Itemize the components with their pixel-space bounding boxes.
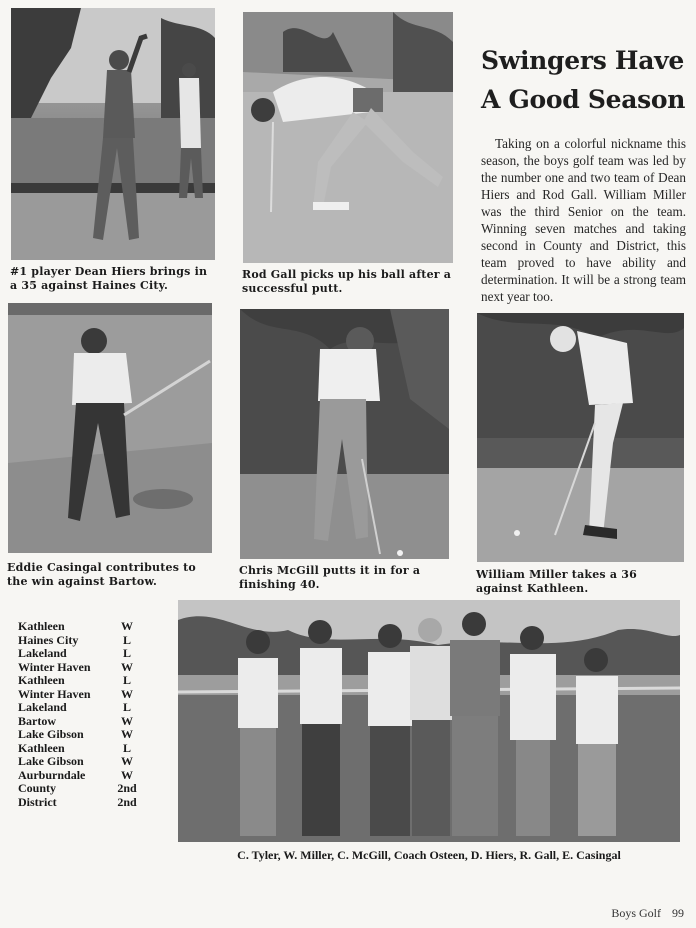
- season-results: [18, 620, 138, 809]
- result-opponent: Lake Gibson: [18, 754, 84, 768]
- result-outcome: L: [122, 740, 131, 755]
- result-outcome: W: [121, 713, 133, 728]
- result-opponent: Winter Haven: [18, 686, 91, 701]
- page-number: 99: [672, 906, 684, 920]
- result-opponent: District: [18, 794, 57, 809]
- photo-dean-hiers-caption: #1 player Dean Hiers brings in a 35 against Haines City.: [10, 265, 208, 292]
- photo-chris-mcgill-caption: Chris McGill putts it in for a finishing 40.: [239, 564, 421, 591]
- photo-rod-gall: [243, 12, 453, 263]
- result-row: [18, 701, 138, 715]
- result-opponent: Bartow: [18, 713, 56, 728]
- result-row: [18, 620, 138, 634]
- result-row: [18, 742, 138, 756]
- result-outcome: L: [122, 646, 131, 660]
- result-opponent: Winter Haven: [18, 659, 91, 674]
- photo-william-miller-image: [477, 313, 684, 562]
- result-row: [18, 782, 138, 796]
- footer-section: Boys Golf: [611, 906, 661, 920]
- result-outcome: L: [122, 700, 131, 714]
- photo-chris-mcgill: [240, 309, 449, 559]
- result-outcome: W: [121, 767, 133, 782]
- result-outcome: W: [121, 686, 133, 701]
- result-row: [18, 674, 138, 688]
- photo-dean-hiers-image: [11, 8, 215, 260]
- result-opponent: Haines City: [18, 632, 79, 647]
- result-opponent: Aurburndale: [18, 767, 86, 782]
- result-opponent: Kathleen: [18, 673, 65, 687]
- photo-rod-gall-caption: Rod Gall picks up his ball after a successful putt.: [242, 268, 452, 295]
- result-row: [18, 769, 138, 783]
- result-row: [18, 728, 138, 742]
- photo-chris-mcgill-image: [240, 309, 449, 559]
- result-row: [18, 715, 138, 729]
- result-opponent: Lake Gibson: [18, 727, 84, 741]
- article-story: Taking on a colorful nickname this season, the boys golf team was led by the number one and two team of Dean Hiers and Rod Gall. William Miller was the third Senior on the team. Winning seven matches and taking second in County and District, this team proved to have ability and determination. It will be a strong team next year too.: [481, 136, 686, 304]
- result-opponent: Kathleen: [18, 740, 65, 755]
- headline-line-2: A Good Season: [481, 85, 686, 114]
- result-row: [18, 661, 138, 675]
- photo-eddie-casingal: [8, 303, 212, 553]
- result-outcome: W: [121, 727, 133, 741]
- result-outcome: L: [122, 632, 131, 647]
- photo-dean-hiers: [11, 8, 215, 260]
- photo-william-miller: [477, 313, 684, 562]
- photo-william-miller-caption: William Miller takes a 36 against Kathleen.: [476, 568, 637, 595]
- result-outcome: W: [121, 754, 133, 768]
- result-opponent: Kathleen: [18, 619, 65, 633]
- team-photo: [178, 600, 680, 842]
- photo-eddie-casingal-caption: Eddie Casingal contributes to the win against Bartow.: [7, 561, 196, 588]
- result-row: [18, 634, 138, 648]
- result-row: [18, 647, 138, 661]
- result-outcome: W: [121, 619, 133, 633]
- result-opponent: Lakeland: [18, 646, 67, 660]
- team-photo-caption: C. Tyler, W. Miller, C. McGill, Coach Osteen, D. Hiers, R. Gall, E. Casingal: [237, 848, 621, 862]
- result-opponent: Lakeland: [18, 700, 67, 714]
- result-outcome: 2nd: [117, 781, 137, 795]
- result-outcome: 2nd: [117, 794, 137, 809]
- photo-rod-gall-image: [243, 12, 453, 263]
- result-opponent: County: [18, 781, 57, 795]
- page-footer: [603, 906, 684, 921]
- photo-eddie-casingal-image: [8, 303, 212, 553]
- result-outcome: W: [121, 659, 133, 674]
- headline-line-1: Swingers Have: [481, 46, 684, 75]
- result-row: [18, 796, 138, 810]
- article-headline: [481, 41, 691, 119]
- result-row: [18, 688, 138, 702]
- result-outcome: L: [122, 673, 131, 687]
- team-photo-image: [178, 600, 680, 842]
- result-row: [18, 755, 138, 769]
